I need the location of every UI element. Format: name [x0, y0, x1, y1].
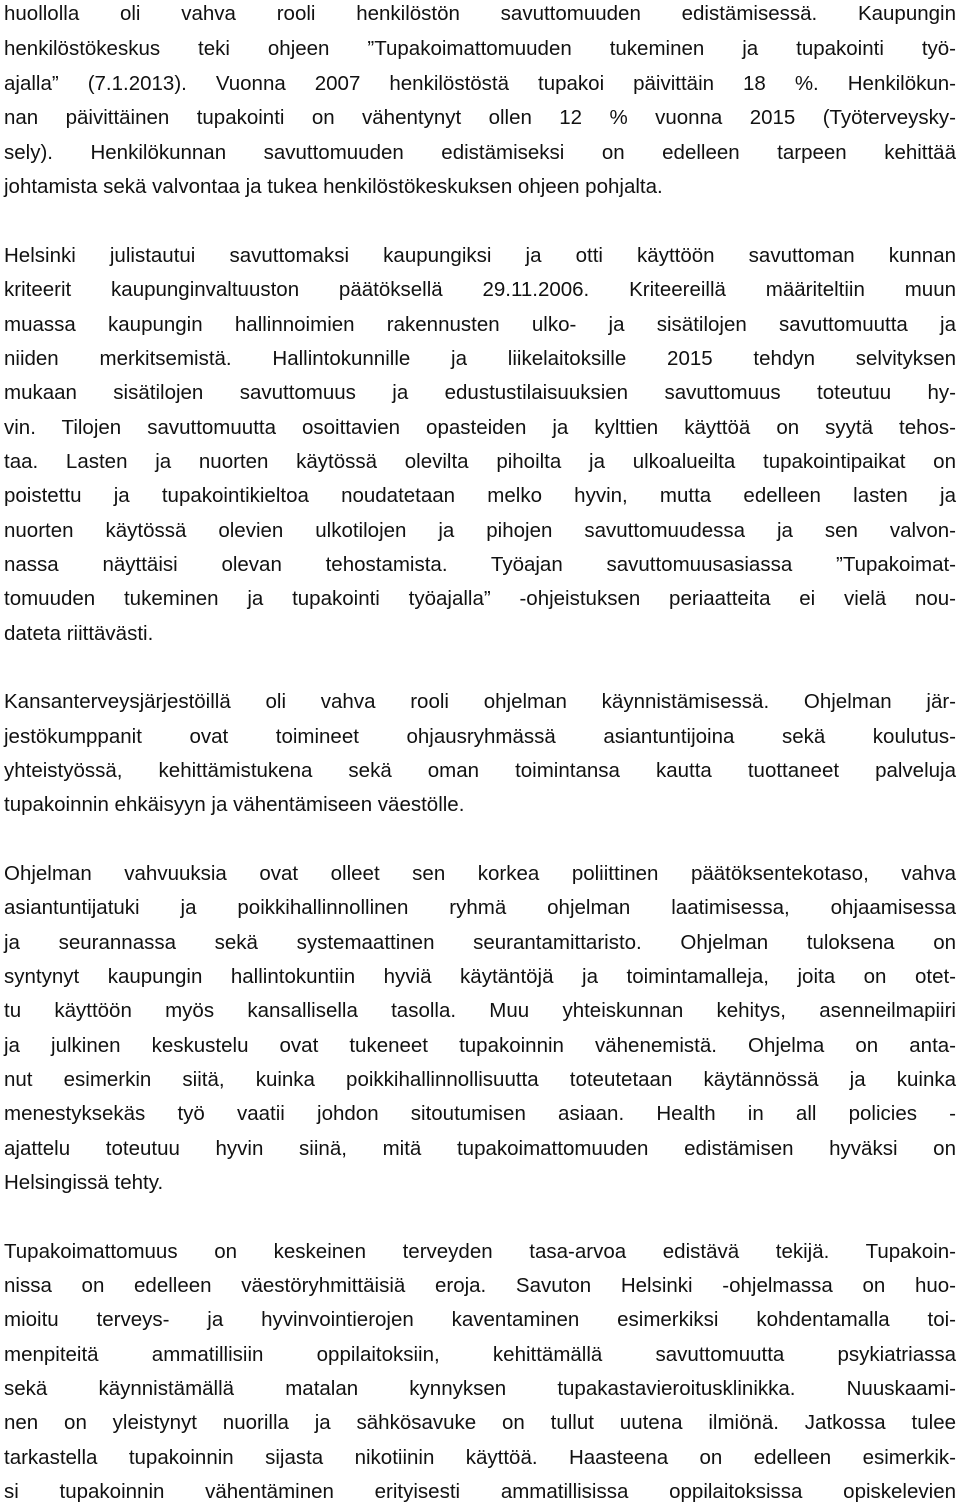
text-line: nuorten käytössä olevien ulkotilojen ja pihojen savuttomuudessa ja sen valvon-: [4, 519, 956, 542]
text-line: ja seurannassa sekä systemaattinen seurantamittaristo. Ohjelman tuloksena on: [4, 931, 956, 954]
text-line: nen on yleistynyt nuorilla ja sähkösavuke on tullut uutena ilmiönä. Jatkossa tulee: [4, 1411, 956, 1434]
text-line: mioitu terveys- ja hyvinvointierojen kaventaminen esimerkiksi kohdentamalla toi-: [4, 1308, 956, 1331]
text-line: Kansanterveysjärjestöillä oli vahva rooli ohjelman käynnistämisessä. Ohjelman jär-: [4, 690, 956, 713]
text-line: sely). Henkilökunnan savuttomuuden edistämiseksi on edelleen tarpeen kehittää: [4, 141, 956, 164]
text-line: mukaan sisätilojen savuttomuus ja edustustilaisuuksien savuttomuus toteutuu hy-: [4, 381, 956, 404]
text-line: Helsingissä tehty.: [4, 1171, 164, 1194]
text-line: huollolla oli vahva rooli henkilöstön savuttomuuden edistämisessä. Kaupungin: [4, 2, 956, 25]
text-line: menpiteitä ammatillisiin oppilaitoksiin, kehittämällä savuttomuutta psykiatriassa: [4, 1343, 956, 1366]
text-line: jestökumppanit ovat toimineet ohjausryhmässä asiantuntijoina sekä koulutus-: [4, 725, 956, 748]
text-line: tarkastella tupakoinnin sijasta nikotiinin käyttöä. Haasteena on edelleen esimerkik-: [4, 1446, 956, 1469]
text-line: taa. Lasten ja nuorten käytössä olevilta pihoilta ja ulkoalueilta tupakointipaikat on: [4, 450, 956, 473]
text-line: Helsinki julistautui savuttomaksi kaupungiksi ja otti käyttöön savuttoman kunnan: [4, 244, 956, 267]
text-line: sekä käynnistämällä matalan kynnyksen tupakastavieroitusklinikka. Nuuskaami-: [4, 1377, 956, 1400]
text-line: kriteerit kaupunginvaltuuston päätöksellä 29.11.2006. Kriteereillä määriteltiin muun: [4, 278, 956, 301]
text-line: nassa näyttäisi olevan tehostamista. Työajan savuttomuusasiassa ”Tupakoimat-: [4, 553, 956, 576]
text-line: nut esimerkin siitä, kuinka poikkihallinnollisuutta toteutetaan käytännössä ja kuinka: [4, 1068, 956, 1091]
text-line: tomuuden tukeminen ja tupakointi työajalla” -ohjeistuksen periaatteita ei vielä nou-: [4, 587, 956, 610]
text-line: nan päivittäinen tupakointi on vähentynyt ollen 12 % vuonna 2015 (Työterveysky-: [4, 106, 956, 129]
text-line: menestyksekäs työ vaatii johdon sitoutumisen asiaan. Health in all policies -: [4, 1102, 956, 1125]
text-line: yhteistyössä, kehittämistukena sekä oman toimintansa kautta tuottaneet palveluja: [4, 759, 956, 782]
text-line: ajalla” (7.1.2013). Vuonna 2007 henkilöstöstä tupakoi päivittäin 18 %. Henkilökun-: [4, 72, 956, 95]
text-line: tu käyttöön myös kansallisella tasolla. Muu yhteiskunnan kehitys, asenneilmapiiri: [4, 999, 956, 1022]
text-line: Ohjelman vahvuuksia ovat olleet sen korkea poliittinen päätöksentekotaso, vahva: [4, 862, 956, 885]
text-line: nissa on edelleen väestöryhmittäisiä eroja. Savuton Helsinki -ohjelmassa on huo-: [4, 1274, 956, 1297]
text-line: henkilöstökeskus teki ohjeen ”Tupakoimattomuuden tukeminen ja tupakointi työ-: [4, 37, 956, 60]
text-line: vin. Tilojen savuttomuutta osoittavien opasteiden ja kylttien käyttöä on syytä tehos-: [4, 416, 956, 439]
text-line: si tupakoinnin vähentäminen erityisesti ammatillisissa oppilaitoksissa opiskelevien: [4, 1480, 956, 1503]
text-line: johtamista sekä valvontaa ja tukea henkilöstökeskuksen ohjeen pohjalta.: [4, 175, 663, 198]
text-line: ja julkinen keskustelu ovat tukeneet tupakoinnin vähenemistä. Ohjelma on anta-: [4, 1034, 956, 1057]
text-line: syntynyt kaupungin hallintokuntiin hyviä käytäntöjä ja toimintamalleja, joita on otet-: [4, 965, 956, 988]
text-line: muassa kaupungin hallinnoimien rakennusten ulko- ja sisätilojen savuttomuutta ja: [4, 313, 956, 336]
text-line: poistettu ja tupakointikieltoa noudatetaan melko hyvin, mutta edelleen lasten ja: [4, 484, 956, 507]
text-line: asiantuntijatuki ja poikkihallinnollinen ryhmä ohjelman laatimisessa, ohjaamisessa: [4, 896, 956, 919]
text-line: ajattelu toteutuu hyvin siinä, mitä tupakoimattomuuden edistämisen hyväksi on: [4, 1137, 956, 1160]
text-line: dateta riittävästi.: [4, 622, 154, 645]
text-line: Tupakoimattomuus on keskeinen terveyden tasa-arvoa edistävä tekijä. Tupakoin-: [4, 1240, 956, 1263]
text-line: niiden merkitsemistä. Hallintokunnille ja liikelaitoksille 2015 tehdyn selvityksen: [4, 347, 956, 370]
text-line: tupakoinnin ehkäisyyn ja vähentämiseen väestölle.: [4, 793, 465, 816]
